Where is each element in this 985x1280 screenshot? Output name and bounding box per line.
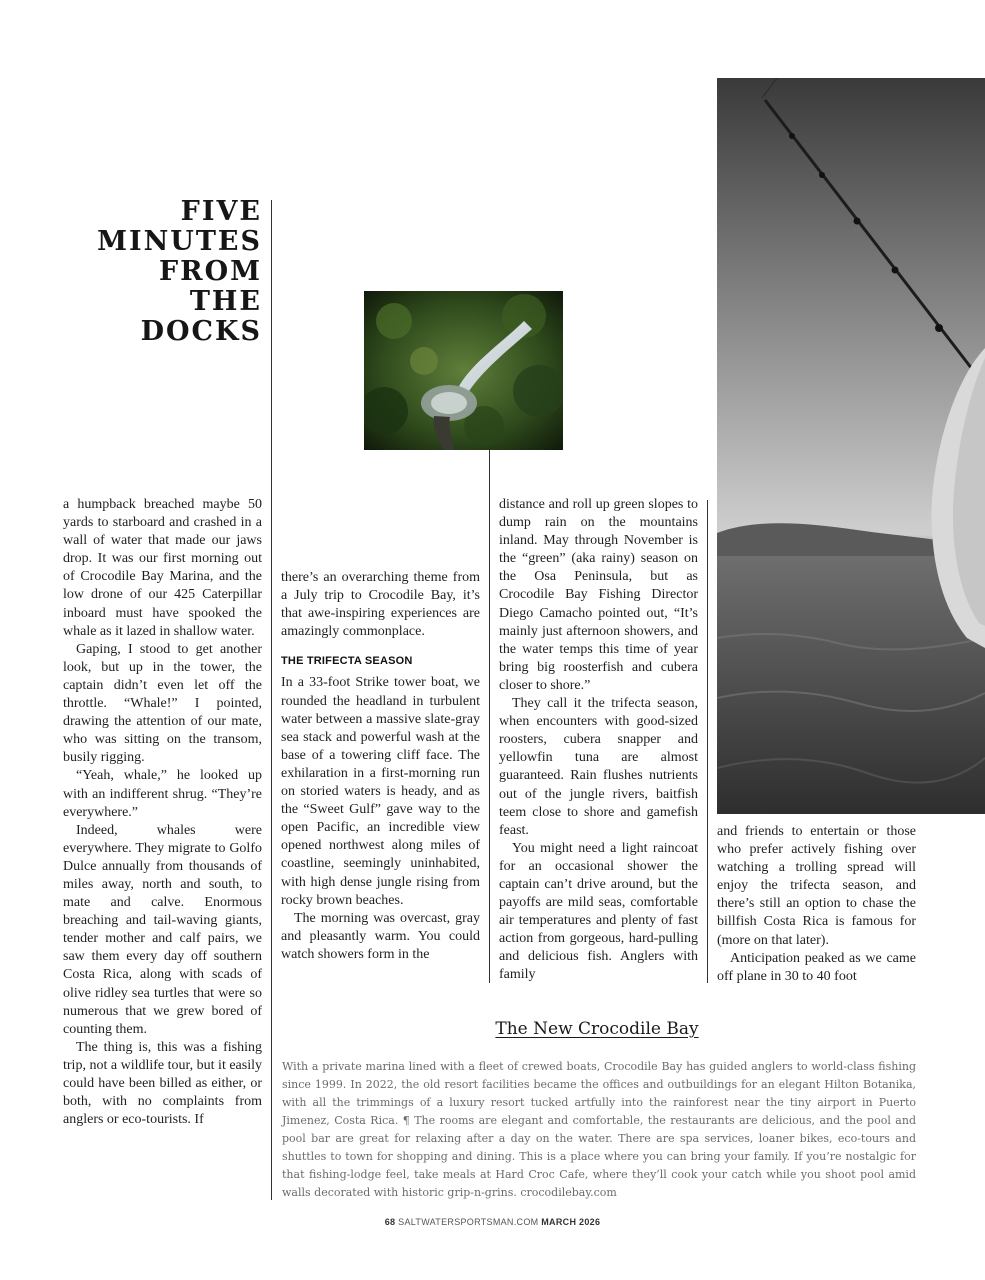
paragraph: there’s an overarching theme from a July trip to Crocodile Bay, it’s that awe-inspiring experiences are amazingly commonplace. [281,570,480,640]
site-name: SALTWATERSPORTSMAN.COM [398,1217,539,1227]
paragraph: Indeed, whales were everywhere. They migrate to Golfo Dulce annually from thousands of miles away, north and south, to mate and calve. Enormous breaching and tail-waving giants, tender mother and calf pairs, we saw them every day off southern Costa Rica, along with scads of olive ridley sea turtles that were so numerous that we grew bored of counting them. [63,822,262,1037]
paragraph: The morning was overcast, gray and pleasantly warm. You could watch showers form in the [281,910,480,962]
article-column-3 [499,496,698,985]
headline [40,197,262,347]
paragraph: a humpback breached maybe 50 yards to starboard and crashed in a wall of water that made our jaws drop. It was our first morning out of Crocodile Bay Marina, and the low drone of our 425 Caterpillar inboard must have spooked the whale as it lazed in shallow water. [63,497,262,639]
waterfall-photo [364,291,563,450]
paragraph: You might need a light raincoat for an occasional shower the captain can’t drive around, but the payoffs are mild seas, comfortable air temperatures and plenty of fast action from gorgeous, hard-pulling and delicious fish. Anglers with family [499,840,698,983]
headline-line: DOCKS [140,316,262,347]
headline-line: FIVE [180,196,262,227]
paragraph: distance and roll up green slopes to dump rain on the mountains inland. May through November is the “green” (aka rainy) season on the Osa Peninsula, but as Crocodile Bay Fishing Director Diego Camacho pointed out, “It’s mainly just afternoon showers, and the water temps this time of year bring big roosterfish and cubera closer to shore.” [499,497,698,693]
paragraph: Anticipation peaked as we came off plane in 30 to 40 foot [717,950,916,984]
paragraph: Gaping, I stood to get another look, but up in the tower, the captain didn’t even let off the throttle. “Whale!” I pointed, drawing the attention of our mate, who was sitting on the transom, busily rigging. [63,641,262,766]
headline-line: THE [189,286,262,317]
section-subhead: THE TRIFECTA SEASON [281,655,413,668]
rule-col2 [489,450,490,983]
paragraph: The thing is, this was a fishing trip, not a wildlife tour, but it easily could have been billed as either, or both, with no complaints from anglers or eco-tourists. If [63,1039,262,1128]
article-column-4 [717,823,916,986]
article-column-2 [281,569,480,964]
paragraph: In a 33-foot Strike tower boat, we rounded the headland in turbulent water between a massive slate-gray sea stack and powerful wash at the base of a towering cliff face. The exhilaration in a first-morning run on storied waters is heady, and as the “Sweet Gulf” gave way to the open Pacific, an incredible view opened northwest along miles of coastline, seemingly uninhabited, with high dense jungle rising from rocky brown beaches. [281,675,480,908]
page-folio [0,1217,985,1227]
sidebar-title: The New Crocodile Bay [495,1019,699,1039]
sidebar-body: With a private marina lined with a fleet of crewed boats, Crocodile Bay has guided anglers to world-class fishing since 1999. In 2022, the old resort facilities became the offices and outbuildings for an elegant Hilton Botanika, with all the trimmings of a luxury resort tucked artfully into the rainforest near the tiny airport in Puerto Jimenez, Costa Rica. ¶ The rooms are elegant and comfortable, the restaurants are delicious, and the pool and pool bar are great for relaxing after a day on the water. There are spa services, loaner bikes, eco-tours and shuttles to town for shopping and dining. This is a place where you can bring your family. If you’re nostalgic for that fishing-lodge feel, take meals at Hard Croc Cafe, where they’ll cook your catch while you shoot pool amid walls decorated with historic grip-n-grins. crocodilebay.com [282,1060,916,1199]
rule-headline [271,200,272,1200]
angler-photo [717,78,985,814]
headline-line: FROM [158,256,262,287]
page-number: 68 [384,1217,396,1227]
article-column-1 [63,496,262,1129]
paragraph: and friends to entertain or those who prefer actively fishing over watching a trolling spread will enjoy the trifecta season, and there’s still an option to chase the billfish Costa Rica is famous for (more on that later). [717,824,916,948]
rule-col3 [707,500,708,983]
paragraph: “Yeah, whale,” he looked up with an indifferent shrug. “They’re everywhere.” [63,768,262,820]
paragraph: They call it the trifecta season, when encounters with good-sized roosters, cubera snapper and yellowfin tuna are almost guaranteed. Rain flushes nutrients out of the jungle rivers, baitfish teem close to shore and gamefish feast. [499,696,698,838]
issue-date: MARCH 2026 [541,1217,601,1227]
headline-line: MINUTES [97,226,262,257]
